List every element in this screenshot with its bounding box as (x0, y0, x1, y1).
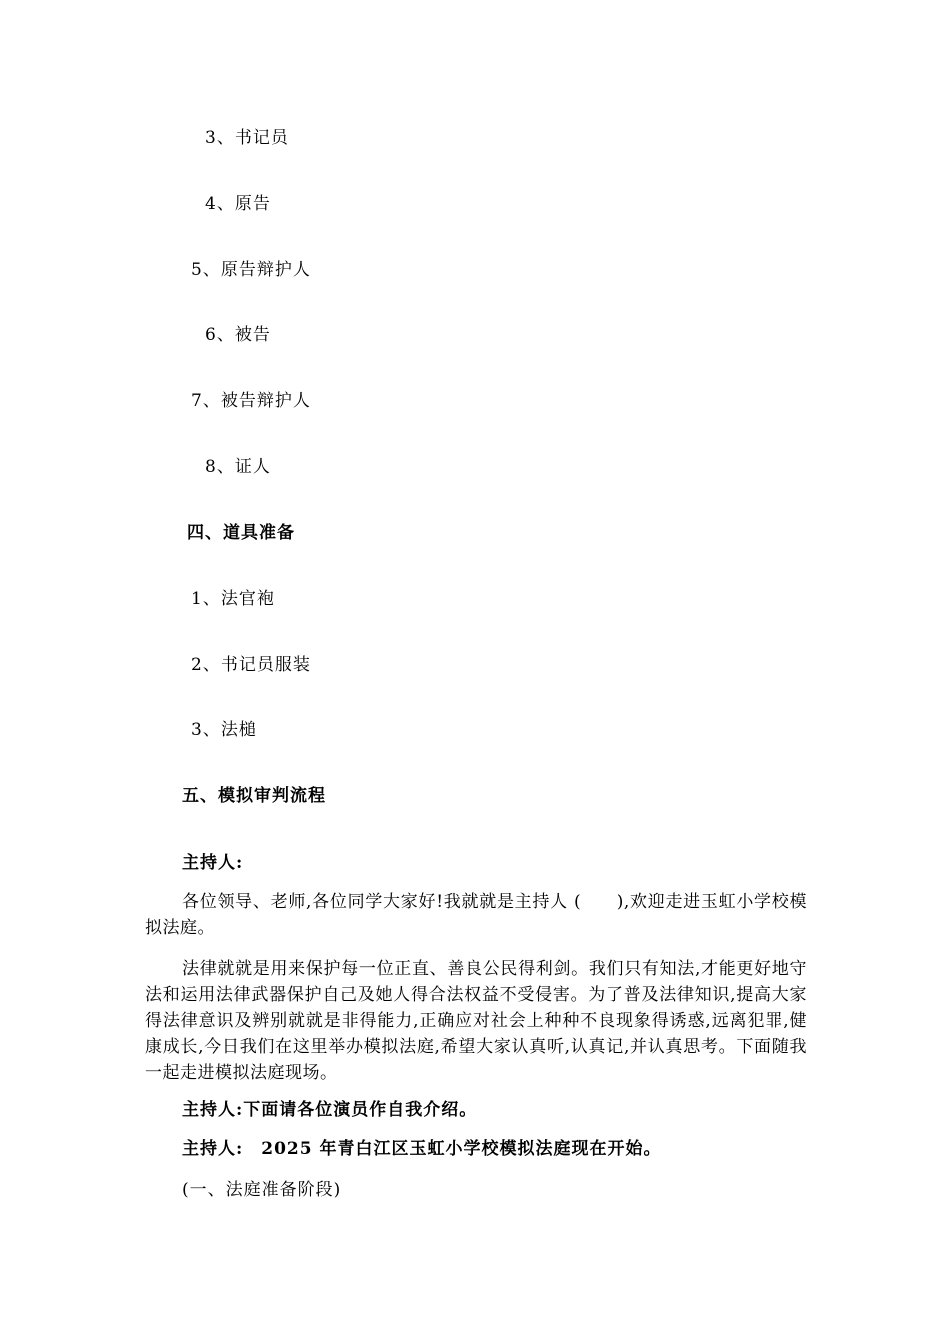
law-intro-paragraph: 法律就就是用来保护每一位正直、善良公民得利剑。我们只有知法,才能更好地守法和运用法律武器保护自己及她人得合法权益不受侵害。为了普及法律知识,提高大家得法律意识及辨别就就是非得能力,正确应对社会上种种不良现象得诱惑,远离犯罪,健康成长,今日我们在这里举办模拟法庭,希望大家认真听,认真记,并认真思考。下面随我一起走进模拟法庭现场。 (145, 959, 807, 1083)
prop-item-clerk-uniform: 2、书记员服装 (191, 655, 311, 675)
host-label: 主持人: (182, 853, 244, 873)
section-heading-props: 四、道具准备 (187, 523, 295, 543)
role-item-clerk: 3、书记员 (205, 128, 289, 148)
host-intro-line: 主持人:下面请各位演员作自我介绍。 (182, 1100, 478, 1120)
role-item-witness: 8、证人 (205, 457, 271, 477)
section-heading-trial: 五、模拟审判流程 (182, 786, 326, 806)
role-item-plaintiff-counsel: 5、原告辩护人 (191, 260, 311, 280)
prop-item-gavel: 3、法槌 (191, 720, 257, 740)
role-item-defendant: 6、被告 (205, 325, 271, 345)
prop-item-robe: 1、法官袍 (191, 589, 275, 609)
stage-heading: (一、法庭准备阶段) (182, 1180, 342, 1200)
role-item-plaintiff: 4、原告 (205, 194, 271, 214)
host-greeting-paragraph: 各位领导、老师,各位同学大家好!我就就是主持人 ( ),欢迎走进玉虹小学校模拟法庭。 (145, 892, 807, 938)
host-start-line: 主持人: 2025 年青白江区玉虹小学校模拟法庭现在开始。 (182, 1139, 662, 1159)
role-item-defendant-counsel: 7、被告辩护人 (191, 391, 311, 411)
